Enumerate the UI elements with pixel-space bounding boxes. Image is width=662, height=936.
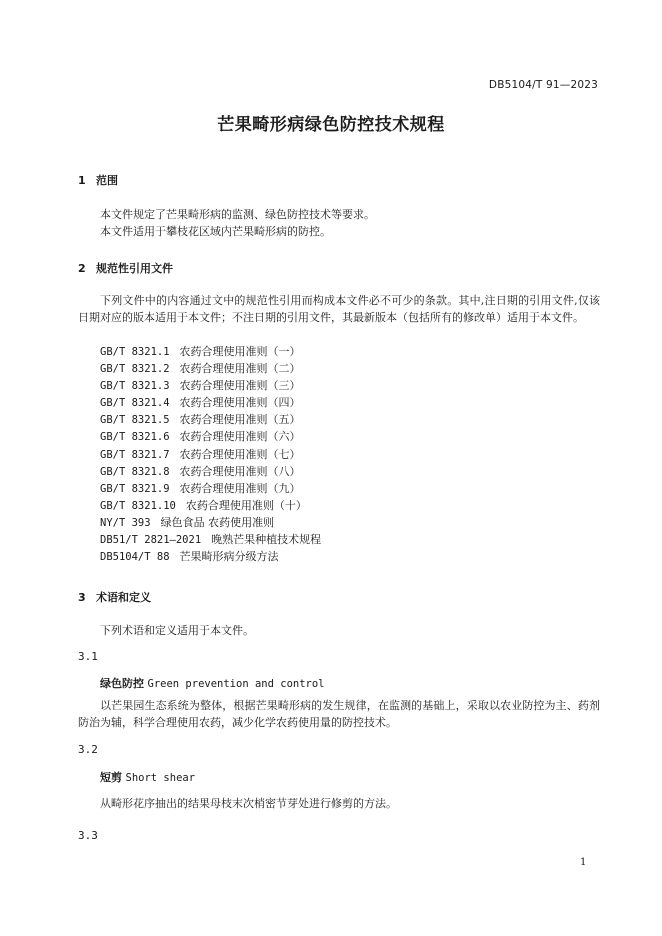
reference-code: GB/T 8321.6 <box>100 431 170 444</box>
reference-item <box>100 480 321 497</box>
terms-intro: 下列术语和定义适用于本文件。 <box>100 624 254 637</box>
term-name-en: Short shear <box>125 772 196 784</box>
page-title: 芒果畸形病绿色防控技术规程 <box>217 115 445 135</box>
reference-item <box>100 548 321 565</box>
term-name-zh: 短剪 <box>100 771 122 784</box>
reference-title: 农药合理使用准则（五） <box>179 413 301 427</box>
section-number: 1 <box>78 174 86 187</box>
section-number: 3 <box>78 591 86 604</box>
reference-code: GB/T 8321.2 <box>100 363 170 376</box>
reference-code: DB5104/T 88 <box>100 551 170 564</box>
reference-title: 农药合理使用准则（十） <box>185 498 307 512</box>
reference-list <box>100 343 321 565</box>
reference-title: 农药合理使用准则（四） <box>179 396 301 410</box>
document-code: DB5104/T 91—2023 <box>488 79 598 91</box>
scope-paragraph-2: 本文件适用于攀枝花区域内芒果畸形病的防控。 <box>100 225 331 238</box>
reference-code: GB/T 8321.10 <box>100 499 176 512</box>
section-title: 范围 <box>96 174 118 187</box>
reference-title: 农药合理使用准则（二） <box>179 362 301 376</box>
reference-title: 农药合理使用准则（一） <box>179 345 301 358</box>
section-title: 规范性引用文件 <box>96 262 173 275</box>
reference-title: 绿色食品 农药使用准则 <box>160 515 275 529</box>
reference-title: 农药合理使用准则（八） <box>179 464 301 478</box>
section-title: 术语和定义 <box>96 591 151 604</box>
reference-title: 晚熟芒果种植技术规程 <box>211 533 322 547</box>
scope-paragraph-1: 本文件规定了芒果畸形病的监测、绿色防控技术等要求。 <box>100 208 375 221</box>
section-1-heading <box>78 172 118 188</box>
reference-item <box>100 411 321 428</box>
reference-item <box>100 514 321 531</box>
reference-item <box>100 343 321 360</box>
reference-title: 农药合理使用准则（三） <box>179 379 301 393</box>
page-number: 1 <box>580 857 587 868</box>
reference-item <box>100 360 321 377</box>
normative-references-intro: 下列文件中的内容通过文中的规范性引用而构成本文件必不可少的条款。其中,注日期的引用文件,仅该日期对应的版本适用于本文件；不注日期的引用文件，其最新版本（包括所有的修改单）适用于本文件。 <box>78 294 600 324</box>
reference-code: NY/T 393 <box>100 516 151 529</box>
term-number: 3.3 <box>78 829 98 842</box>
term-name-en: Green prevention and control <box>147 678 325 690</box>
reference-title: 芒果畸形病分级方法 <box>179 550 279 564</box>
section-number: 2 <box>78 262 86 275</box>
reference-code: GB/T 8321.9 <box>100 482 170 495</box>
reference-code: GB/T 8321.8 <box>100 465 170 478</box>
reference-code: GB/T 8321.7 <box>100 448 170 461</box>
reference-code: DB51/T 2821—2021 <box>100 534 202 547</box>
reference-code: GB/T 8321.3 <box>100 380 170 393</box>
reference-item <box>100 531 321 548</box>
term-number: 3.1 <box>78 650 98 663</box>
reference-item <box>100 497 321 514</box>
reference-item <box>100 446 321 463</box>
section-3-heading <box>78 589 151 605</box>
reference-title: 农药合理使用准则（六） <box>179 430 301 444</box>
reference-code: GB/T 8321.5 <box>100 414 170 427</box>
term-definition: 从畸形花序抽出的结果母枝末次梢密节芽处进行修剪的方法。 <box>100 797 397 810</box>
reference-item <box>100 463 321 480</box>
section-2-heading <box>78 260 173 276</box>
term-definition: 以芒果园生态系统为整体，根据芒果畸形病的发生规律，在监测的基础上，采取以农业防控为主、药剂防治为辅，科学合理使用农药，减少化学农药使用量的防控技术。 <box>78 699 600 729</box>
term-heading <box>100 769 195 785</box>
term-number: 3.2 <box>78 743 98 756</box>
reference-code: GB/T 8321.4 <box>100 397 170 410</box>
reference-title: 农药合理使用准则（九） <box>179 481 301 495</box>
reference-item <box>100 394 321 411</box>
reference-code: GB/T 8321.1 <box>100 346 170 358</box>
reference-item <box>100 428 321 445</box>
reference-item <box>100 377 321 394</box>
term-name-zh: 绿色防控 <box>100 677 144 690</box>
term-heading <box>100 675 325 691</box>
reference-title: 农药合理使用准则（七） <box>179 447 301 461</box>
